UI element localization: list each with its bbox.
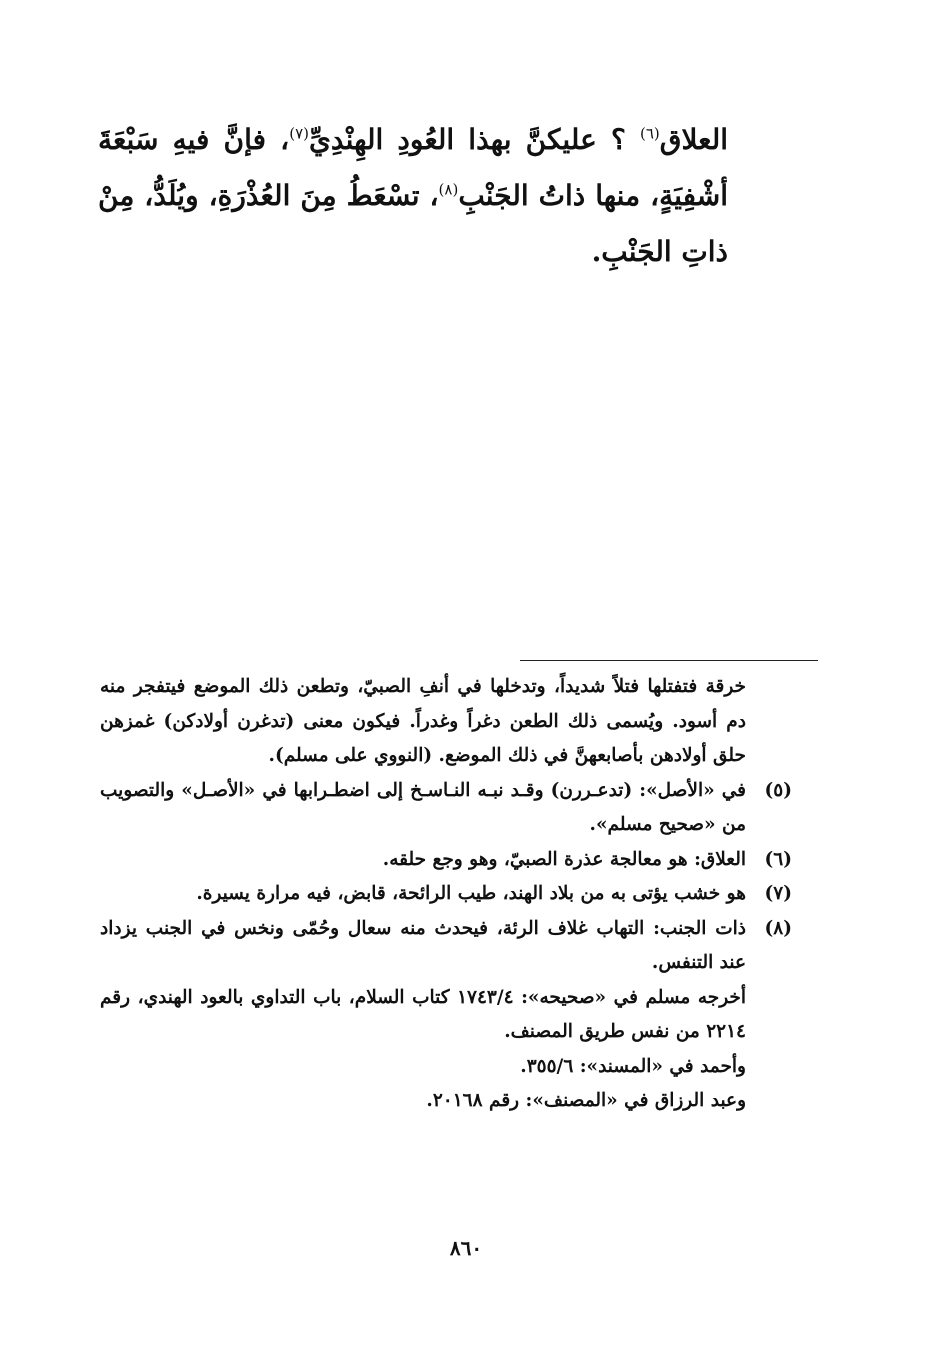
- main-text-part-4: ، تسْعَطُ مِنَ العُذْرَةِ، ويُلَدُّ، مِنْ ذاتِ الجَنْبِ.: [98, 179, 728, 268]
- footnote-text: هو خشب يؤتى به من بلاد الهند، طيب الرائحة، قابض، فيه مرارة يسيرة.: [196, 883, 746, 904]
- footnote-text: ذات الجنب: التهاب غلاف الرئة، فيحدث منه سعال وحُمّى ونخس في الجنب يزداد عند التنفس.: [100, 917, 746, 973]
- takhrij-abdulrazzaq: وعبد الرزاق في «المصنف»: رقم ٢٠١٦٨.: [426, 1090, 746, 1111]
- footnote-number: (٦): [764, 848, 792, 870]
- footnote-number: (٥): [764, 779, 792, 801]
- page-number: ٨٦٠: [449, 1236, 483, 1260]
- footnote-7: [100, 877, 792, 912]
- footnote-6: [100, 843, 792, 878]
- footnote-8: [100, 912, 792, 981]
- footnote-ref-8: (٨): [438, 180, 459, 199]
- footnote-separator: [520, 660, 818, 661]
- footnote-number: (٧): [764, 883, 792, 904]
- footnote-ref-7: (٧): [289, 124, 309, 143]
- main-text-part-2: ؟ عليكنَّ بهذا العُودِ الهِنْدِيِّ: [309, 123, 626, 156]
- footnote-continuation: خرقة فتفتلها فتلاً شديداً، وتدخلها في أنفِ الصبيّ، وتطعن ذلك الموضع فيتفجر منه دم أسود. ويُسمى ذلك الطعن دغراً وغدراً. فيكون معنى (تدغرن أولادكن) غمزهن حلق أولادهن بأصابعهنَّ في ذلك الموضع. (النووي على مسلم).: [100, 676, 746, 766]
- footnotes: [100, 670, 792, 1119]
- main-text-part-1: العلاق: [659, 123, 728, 156]
- footnote-5: [100, 774, 792, 843]
- footnote-ref-6: (٦): [639, 124, 660, 143]
- footnote-text: في «الأصل»: (تدعـررن) وقـد نبـه النـاسـخ إلى اضطـرابها في «الأصـل» والتصويب من «صحيح مسلم».: [100, 779, 746, 835]
- footnote-number: (٨): [764, 917, 792, 939]
- main-text: [98, 112, 728, 280]
- takhrij-muslim: أخرجه مسلم في «صحيحه»: ١٧٤٣/٤ كتاب السلام، باب التداوي بالعود الهندي، رقم ٢٢١٤ من نفس طريق المصنف.: [100, 986, 746, 1042]
- main-paragraph: [98, 112, 728, 280]
- footnote-text: العلاق: هو معالجة عذرة الصبيّ، وهو وجع حلقه.: [382, 848, 746, 870]
- takhrij-ahmad: وأحمد في «المسند»: ٣٥٥/٦.: [520, 1055, 746, 1077]
- main-text-part-3: ، فإنَّ فيهِ سَبْعَةَ أشْفِيَةٍ، منها ذاتُ الجَنْبِ: [98, 123, 728, 212]
